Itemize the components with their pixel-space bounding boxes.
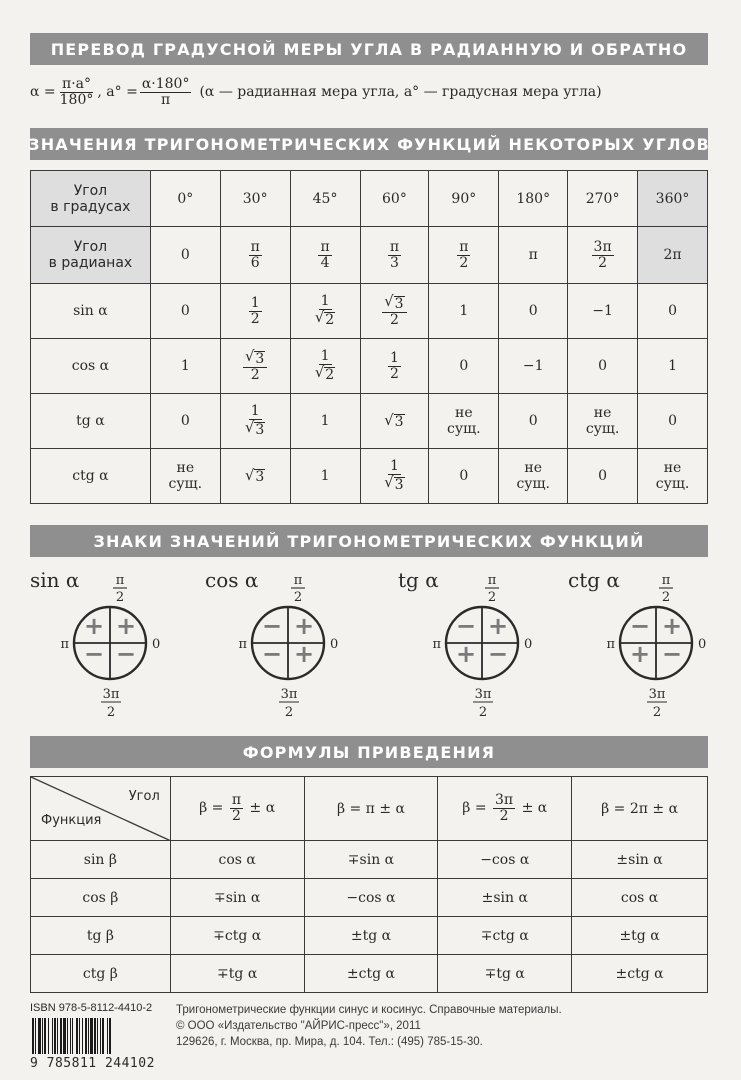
unit-circle — [568, 568, 738, 728]
fraction-denominator: π — [161, 91, 171, 108]
rad-cell: π — [499, 227, 568, 284]
frac-den: 6 — [250, 254, 260, 271]
quadrant-4-sign: − — [661, 640, 683, 668]
table-row — [31, 917, 708, 955]
sqrt-sign: √ — [314, 363, 325, 381]
frac-den: 2 — [232, 808, 241, 824]
barcode-bar — [38, 1018, 41, 1054]
sqrt-sign: √ — [245, 347, 255, 365]
corner-function-label: Функция — [41, 813, 102, 828]
publication-info — [176, 1002, 562, 1050]
sqrt-sign: √ — [314, 308, 325, 326]
sqrt-sign: √ — [384, 411, 394, 429]
barcode-bar — [35, 1018, 36, 1054]
value-cell: 1 — [638, 339, 708, 394]
row-label-degrees — [31, 171, 151, 227]
value-cell — [220, 394, 290, 449]
function-name-label: tg α — [398, 568, 439, 592]
value-cell: 1 — [150, 339, 220, 394]
deg-cell: 60° — [360, 171, 429, 227]
quadrant-4-sign: − — [115, 640, 137, 668]
value-cell — [360, 449, 429, 504]
reduction-section-title: ФОРМУЛЫ ПРИВЕДЕНИЯ — [30, 736, 708, 768]
corner-cell — [31, 777, 171, 841]
unit-circle — [398, 568, 568, 728]
quadrant-2-sign: − — [261, 612, 283, 640]
quadrant-1-sign: + — [487, 612, 509, 640]
label-line: в радианах — [48, 255, 133, 271]
quadrant-2-sign: − — [629, 612, 651, 640]
formula-cell: ∓ctg α — [170, 917, 304, 955]
frac-num: 3π — [593, 238, 612, 255]
signs-section-title: ЗНАКИ ЗНАЧЕНИЙ ТРИГОНОМЕТРИЧЕСКИХ ФУНКЦИЙ — [30, 525, 708, 557]
right-label: 0 — [330, 637, 339, 652]
undefined-line: не — [663, 460, 682, 476]
quadrant-3-sign: − — [83, 640, 105, 668]
value-cell — [638, 449, 708, 504]
sqrt-sign: √ — [245, 418, 255, 436]
formula-cell: ∓sin α — [304, 841, 438, 879]
bottom-label-denominator: 2 — [106, 705, 116, 720]
top-label-denominator: 2 — [115, 590, 125, 605]
sqrt-sign: √ — [384, 473, 394, 491]
formula-cell: ∓ctg α — [438, 917, 572, 955]
frac-num: 1 — [250, 294, 260, 311]
address-line: 129626, г. Москва, пр. Мира, д. 104. Тел.: (495) 785-15-30. — [176, 1036, 483, 1048]
function-cell: tg β — [31, 917, 171, 955]
row-label-ctg: ctg α — [31, 449, 151, 504]
barcode-bar — [76, 1018, 78, 1054]
formula-cell: ±ctg α — [572, 955, 708, 993]
value-cell — [429, 394, 499, 449]
bottom-label-numerator: 3π — [648, 687, 666, 702]
value-cell — [360, 284, 429, 339]
undefined-line: не — [455, 405, 473, 421]
unit-circle — [30, 568, 200, 728]
barcode-bar — [54, 1018, 56, 1054]
table-row — [31, 879, 708, 917]
frac-den: 2 — [598, 254, 608, 271]
table-row — [31, 841, 708, 879]
copyright-line: © ООО «Издательство "АЙРИС-пресс"», 2011 — [176, 1020, 421, 1032]
bottom-label-numerator: 3π — [280, 687, 298, 702]
formula-cell: −cos α — [438, 841, 572, 879]
reduction-formulas-table — [30, 776, 708, 993]
conversion-formula — [30, 72, 720, 112]
cos-sign-diagram — [205, 568, 375, 728]
value-cell — [290, 284, 360, 339]
value-cell — [290, 339, 360, 394]
barcode-bar — [107, 1018, 108, 1054]
barcode-bar — [85, 1018, 87, 1054]
top-label-numerator: π — [487, 573, 497, 588]
function-cell: sin β — [31, 841, 171, 879]
barcode-bar — [70, 1018, 71, 1054]
formula-cell: cos α — [572, 879, 708, 917]
formula-cell: ±ctg α — [304, 955, 438, 993]
deg-cell: 270° — [568, 171, 638, 227]
bottom-label-numerator: 3π — [474, 687, 492, 702]
fraction-numerator: π·a° — [62, 75, 91, 92]
barcode-bar — [88, 1018, 89, 1054]
function-cell: cos β — [31, 879, 171, 917]
header-two-pi: β = 2π ± α — [572, 777, 708, 841]
undefined-line: сущ. — [516, 476, 550, 492]
deg-cell: 30° — [220, 171, 290, 227]
frac-num: π — [320, 238, 330, 255]
quadrant-3-sign: + — [455, 640, 477, 668]
formula-cell: ±sin α — [438, 879, 572, 917]
undefined-line: не — [593, 405, 612, 421]
header-pi: β = π ± α — [304, 777, 438, 841]
radian-to-degree-fraction — [140, 77, 192, 107]
barcode-bar — [97, 1018, 98, 1054]
right-label: 0 — [152, 637, 161, 652]
rad-cell: 2π — [638, 227, 708, 284]
sin-sign-diagram — [30, 568, 200, 728]
function-name-label: sin α — [30, 568, 80, 592]
rad-cell — [360, 227, 429, 284]
function-cell: ctg β — [31, 955, 171, 993]
frac-num: 1 — [250, 402, 260, 419]
table-row-radians — [31, 227, 708, 284]
table-row-ctg — [31, 449, 708, 504]
bottom-label-denominator: 2 — [478, 705, 488, 720]
frac-den: 2 — [459, 254, 469, 271]
barcode-bar — [63, 1018, 66, 1054]
label-line: Угол — [73, 182, 108, 199]
barcode-bar — [67, 1018, 68, 1054]
frac-den: 2 — [389, 365, 399, 382]
barcode-bar — [44, 1018, 46, 1054]
left-label: π — [606, 637, 615, 652]
value-cell: 1 — [429, 284, 499, 339]
sqrt-sign: √ — [384, 292, 394, 310]
undefined-line: не — [176, 460, 195, 476]
value-cell: 1 — [290, 394, 360, 449]
barcode-bar — [42, 1018, 43, 1054]
row-label-tg: tg α — [31, 394, 151, 449]
formula-cell: ∓tg α — [170, 955, 304, 993]
rad-cell — [429, 227, 499, 284]
frac-num: 1 — [320, 292, 330, 309]
quadrant-2-sign: − — [455, 612, 477, 640]
corner-diagonal — [31, 777, 171, 841]
row-label-radians — [31, 227, 151, 284]
value-cell: 0 — [150, 284, 220, 339]
undefined-line: сущ. — [585, 421, 620, 437]
value-cell: 1 — [290, 449, 360, 504]
quadrant-3-sign: + — [629, 640, 651, 668]
sqrt-arg: 2 — [325, 311, 335, 328]
fraction-numerator: α·180° — [141, 75, 190, 92]
barcode-digits: 9 785811 244102 — [30, 1056, 155, 1071]
unit-circle — [205, 568, 375, 728]
value-cell: 0 — [568, 339, 638, 394]
deg-cell: 90° — [429, 171, 499, 227]
rad-cell — [568, 227, 638, 284]
isbn: ISBN 978-5-8112-4410-2 — [30, 1002, 153, 1014]
value-cell: 0 — [150, 394, 220, 449]
barcode-bar — [82, 1018, 83, 1054]
bottom-label-denominator: 2 — [284, 705, 294, 720]
left-label: π — [60, 637, 69, 652]
undefined-line: не — [524, 460, 543, 476]
formula-cell: ±tg α — [304, 917, 438, 955]
barcode-bar — [94, 1018, 96, 1054]
value-cell — [220, 339, 290, 394]
top-label-numerator: π — [115, 573, 125, 588]
publisher-footer — [30, 1000, 720, 1075]
header-part: β = — [462, 800, 487, 817]
table-row-degrees — [31, 171, 708, 227]
formula-cell: −cos α — [304, 879, 438, 917]
quadrant-1-sign: + — [115, 612, 137, 640]
barcode-bar — [100, 1018, 101, 1054]
value-cell — [220, 449, 290, 504]
barcode-bar — [60, 1018, 62, 1054]
frac-num: 1 — [389, 349, 399, 366]
row-label-sin: sin α — [31, 284, 151, 339]
value-cell: 0 — [429, 449, 499, 504]
value-cell — [360, 339, 429, 394]
right-label: 0 — [524, 637, 533, 652]
header-half-pi — [170, 777, 304, 841]
deg-cell: 180° — [499, 171, 568, 227]
ctg-sign-diagram — [568, 568, 738, 728]
formula-cell: ∓tg α — [438, 955, 572, 993]
corner-angle-label: Угол — [128, 789, 160, 804]
function-name-label: cos α — [205, 568, 259, 592]
value-cell: 0 — [638, 394, 708, 449]
sqrt-arg: 3 — [255, 350, 265, 367]
barcode-bar — [48, 1018, 49, 1054]
fraction-denominator: 180° — [59, 91, 94, 108]
undefined-line: сущ. — [447, 421, 481, 437]
bottom-label-denominator: 2 — [652, 705, 662, 720]
sqrt-arg: 3 — [255, 421, 265, 438]
sqrt-arg: 3 — [394, 476, 404, 493]
quadrant-4-sign: + — [293, 640, 315, 668]
frac-num: π — [231, 792, 242, 809]
frac-den: 2 — [250, 310, 260, 327]
value-cell: −1 — [499, 339, 568, 394]
value-cell — [220, 284, 290, 339]
header-three-half-pi — [438, 777, 572, 841]
top-label-numerator: π — [293, 573, 303, 588]
publication-title: Тригонометрические функции синус и косинус. Справочные материалы. — [176, 1004, 562, 1016]
frac-num: π — [459, 238, 469, 255]
left-label: π — [238, 637, 247, 652]
barcode-bar — [109, 1018, 111, 1054]
frac-num: π — [250, 238, 260, 255]
formula-cell: ±tg α — [572, 917, 708, 955]
trig-values-table — [30, 170, 708, 504]
table-row — [31, 955, 708, 993]
barcode-bar — [72, 1018, 73, 1054]
formula-cell: ±sin α — [572, 841, 708, 879]
quadrant-1-sign: + — [661, 612, 683, 640]
sqrt-arg: 3 — [394, 295, 404, 312]
formula-note: (α — радианная мера угла, a° — градусная мера угла) — [199, 84, 602, 100]
header-part: ± α — [249, 800, 276, 817]
barcode-bar — [52, 1018, 53, 1054]
row-label-cos: cos α — [31, 339, 151, 394]
value-cell: 0 — [429, 339, 499, 394]
barcode-bar — [32, 1018, 34, 1054]
barcode-bar — [79, 1018, 80, 1054]
barcode-bar — [57, 1018, 58, 1054]
frac-den: 2 — [250, 367, 260, 384]
degree-to-radian-fraction — [58, 77, 96, 107]
rad-cell — [290, 227, 360, 284]
value-cell: −1 — [568, 284, 638, 339]
barcode-image — [30, 1018, 158, 1054]
value-cell: 0 — [568, 449, 638, 504]
formula-cell: cos α — [170, 841, 304, 879]
reduction-header-row — [31, 777, 708, 841]
deg-cell: 0° — [150, 171, 220, 227]
frac-den: 2 — [499, 808, 509, 824]
left-label: π — [432, 637, 441, 652]
alpha-eq: α = — [30, 84, 56, 100]
bottom-label-numerator: 3π — [102, 687, 120, 702]
undefined-line: сущ. — [655, 476, 690, 492]
value-cell — [150, 449, 220, 504]
deg-cell: 360° — [638, 171, 708, 227]
value-cell: 0 — [638, 284, 708, 339]
header-part: ± α — [521, 800, 548, 817]
deg-cell: 45° — [290, 171, 360, 227]
top-label-denominator: 2 — [293, 590, 303, 605]
value-cell — [360, 394, 429, 449]
quadrant-4-sign: − — [487, 640, 509, 668]
frac-den: 2 — [389, 312, 399, 329]
table-row-sin — [31, 284, 708, 339]
value-cell — [568, 394, 638, 449]
sqrt-arg: 3 — [394, 413, 404, 430]
value-cell — [499, 449, 568, 504]
function-name-label: ctg α — [568, 568, 620, 592]
frac-den: 3 — [389, 254, 399, 271]
frac-num: 1 — [389, 457, 399, 474]
table-row-cos — [31, 339, 708, 394]
rad-cell: 0 — [150, 227, 220, 284]
top-label-numerator: π — [661, 573, 671, 588]
label-line: в градусах — [50, 198, 131, 215]
formula-separator: , a° = — [97, 84, 138, 100]
frac-num: 1 — [320, 347, 330, 364]
rad-cell — [220, 227, 290, 284]
tg-sign-diagram — [398, 568, 568, 728]
sqrt-sign: √ — [245, 466, 255, 484]
conversion-section-title: ПЕРЕВОД ГРАДУСНОЙ МЕРЫ УГЛА В РАДИАННУЮ И ОБРАТНО — [30, 33, 708, 65]
barcode-bar — [102, 1018, 104, 1054]
frac-num: π — [389, 238, 400, 255]
right-label: 0 — [698, 637, 707, 652]
sqrt-arg: 3 — [255, 468, 265, 485]
value-cell: 0 — [499, 394, 568, 449]
quadrant-2-sign: + — [83, 612, 105, 640]
undefined-line: сущ. — [168, 476, 203, 492]
frac-num: 3π — [495, 792, 514, 809]
label-line: Угол — [73, 239, 108, 255]
top-label-denominator: 2 — [661, 590, 671, 605]
top-label-denominator: 2 — [487, 590, 497, 605]
frac-den: 4 — [320, 254, 330, 271]
sqrt-arg: 2 — [325, 366, 335, 383]
value-cell: 0 — [499, 284, 568, 339]
quadrant-3-sign: − — [261, 640, 283, 668]
table-row-tg — [31, 394, 708, 449]
values-section-title: ЗНАЧЕНИЯ ТРИГОНОМЕТРИЧЕСКИХ ФУНКЦИЙ НЕКОТОРЫХ УГЛОВ — [30, 128, 708, 160]
formula-cell: ∓sin α — [170, 879, 304, 917]
quadrant-1-sign: + — [293, 612, 315, 640]
header-part: β = — [199, 800, 224, 817]
barcode-bar — [90, 1018, 93, 1054]
